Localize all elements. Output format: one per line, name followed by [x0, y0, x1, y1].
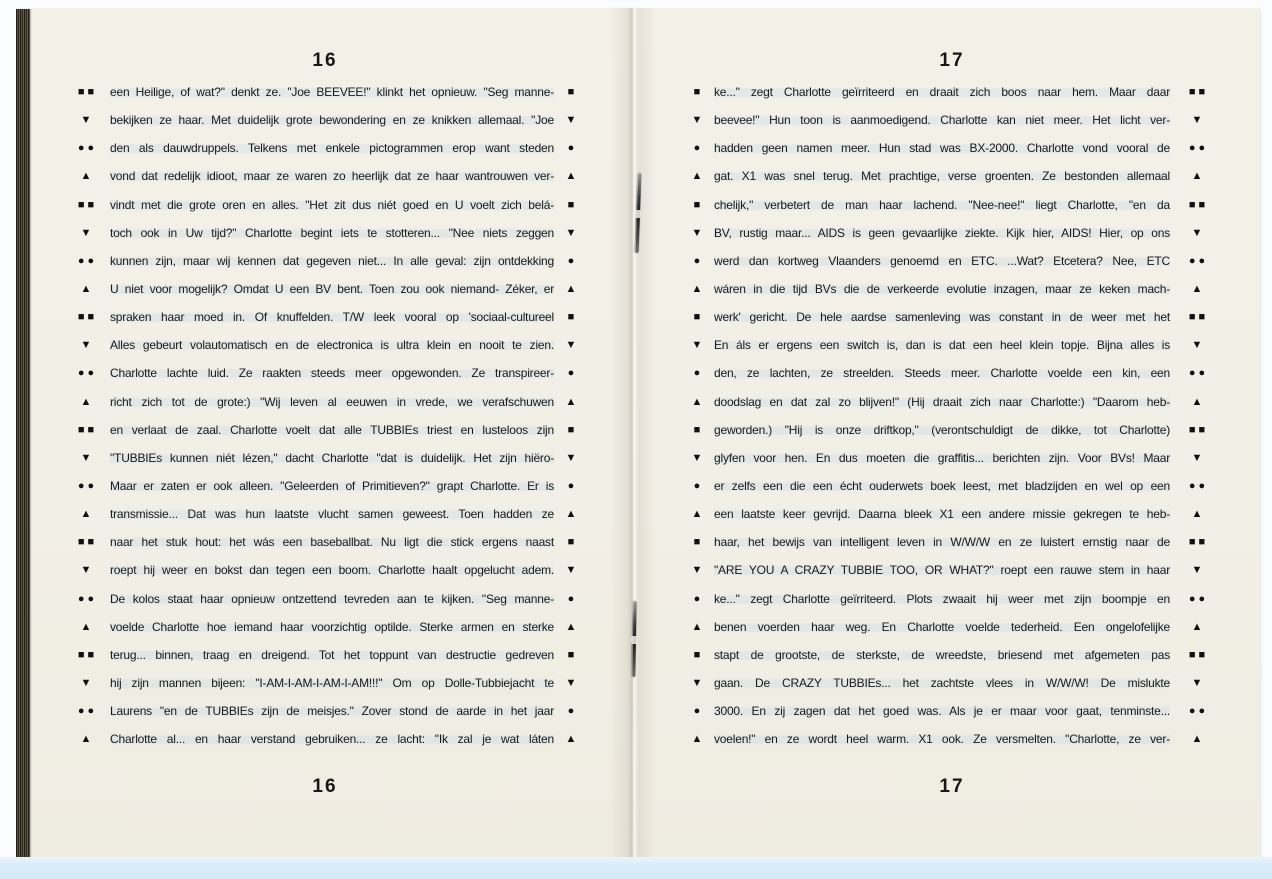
text-line-row [72, 275, 578, 303]
text-line: Charlotte al... en haar verstand gebruiken... ze lacht: "Ik zal je wat láten [110, 732, 554, 747]
triangle-down-icon: ▼ [80, 339, 95, 352]
text-line-row [690, 303, 1214, 331]
text-line-row [690, 697, 1214, 725]
triangle-up-icon: ▲ [691, 733, 703, 746]
text-line: ke..." zegt Charlotte geïrriteerd. Plots zwaait hij weer met zijn boompje en [714, 591, 1170, 606]
square-icon: ■ [693, 198, 701, 211]
triangle-up-icon: ▲ [565, 620, 577, 633]
square-icon: ■■ [1188, 536, 1209, 549]
triangle-up-icon: ▲ [1191, 508, 1206, 521]
circle-icon: ●● [77, 479, 98, 492]
square-icon: ■■ [77, 536, 98, 549]
triangle-up-icon: ▲ [80, 620, 95, 633]
square-icon: ■ [693, 311, 701, 324]
triangle-up-icon: ▲ [691, 395, 703, 408]
circle-icon: ●● [1188, 479, 1209, 492]
triangle-up-icon: ▲ [80, 395, 95, 408]
page-17-lines [690, 78, 1214, 753]
text-line: benen voerden haar weg. En Charlotte voelde tederheid. Een ongelofelijke [714, 619, 1170, 634]
text-line-row [72, 444, 578, 472]
triangle-up-icon: ▲ [1191, 282, 1206, 295]
text-line: er zelfs een die een écht ouderwets boek leest, met bladzijden en wel op een [714, 478, 1170, 493]
square-icon: ■■ [77, 423, 98, 436]
triangle-up-icon: ▲ [80, 170, 95, 183]
triangle-down-icon: ▼ [80, 226, 95, 239]
text-line: roept hij weer en bokst dan tegen een boom. Charlotte haalt opgelucht adem. [110, 563, 554, 578]
text-line: voelen!" en ze wordt heel warm. X1 ook. Ze versmelten. "Charlotte, ze ver- [714, 732, 1170, 747]
triangle-down-icon: ▼ [80, 114, 95, 127]
triangle-down-icon: ▼ [80, 676, 95, 689]
text-line-row [72, 247, 578, 275]
text-line: vond dat redelijk idioot, maar ze waren zo heerlijk dat ze haar wantrouwen ver- [110, 169, 554, 184]
text-line: een Heilige, of wat?" denkt ze. "Joe BEEVEE!" klinkt het opnieuw. "Seg manne- [110, 85, 554, 99]
text-line: den, ze lachten, ze streelden. Steeds meer. Charlotte voelde een kin, een [714, 366, 1170, 381]
text-line: gaan. De CRAZY TUBBIEs... het zachtste vlees in W/W/W! De mislukte [714, 675, 1170, 690]
circle-icon: ● [693, 142, 701, 155]
square-icon: ■■ [1188, 648, 1209, 661]
text-line-row [690, 78, 1214, 106]
triangle-up-icon: ▲ [565, 733, 577, 746]
square-icon: ■ [567, 311, 575, 324]
text-line: Maar er zaten er ook alleen. "Geleerden of Primitieven?" grapt Charlotte. Er is [110, 478, 554, 493]
page-number-header: 17 [939, 50, 965, 71]
text-line: geworden.) "Hij is onze driftkop," (verontschuldigt de dikke, tot Charlotte) [714, 422, 1170, 437]
triangle-up-icon: ▲ [1191, 395, 1206, 408]
text-line: hadden geen namen meer. Hun stad was BX-2000. Charlotte vond vooral de [714, 141, 1170, 156]
text-line: den als dauwdruppels. Telkens met enkele pictogrammen erop want steden [110, 141, 554, 156]
text-line-row [690, 162, 1214, 190]
text-line-row [72, 359, 578, 387]
triangle-down-icon: ▼ [565, 226, 577, 239]
text-line: een laatste keer gevrijd. Daarna bleek X1 een andere missie gekregen te heb- [714, 507, 1170, 522]
square-icon: ■■ [77, 311, 98, 324]
circle-icon: ●● [77, 592, 98, 605]
square-icon: ■ [693, 648, 701, 661]
text-line: De kolos staat haar opnieuw ontzettend tevreden aan te kijken. "Seg manne- [110, 591, 554, 606]
circle-icon: ● [567, 367, 575, 380]
text-line-row [690, 134, 1214, 162]
triangle-up-icon: ▲ [565, 508, 577, 521]
text-line-row [690, 191, 1214, 219]
circle-icon: ●● [77, 705, 98, 718]
text-line: BV, rustig maar... AIDS is geen gevaarlijke ziekte. Kijk hier, AIDS! Hier, op ons [714, 225, 1170, 240]
text-line-row [72, 641, 578, 669]
circle-icon: ● [567, 142, 575, 155]
triangle-down-icon: ▼ [1191, 339, 1206, 352]
text-line: glyfen voor hen. En dus moeten die graffitis... berichten zijn. Voor BVs! Maar [714, 450, 1170, 465]
staple-glint [631, 636, 637, 644]
text-line-row [72, 106, 578, 134]
text-line: toch ook in Uw tijd?" Charlotte begint iets te stotteren... "Nee niets zeggen [110, 225, 554, 240]
text-line: "ARE YOU A CRAZY TUBBIE TOO, OR WHAT?" roept een rauwe stem in haar [714, 563, 1170, 578]
triangle-down-icon: ▼ [565, 451, 577, 464]
text-line: bekijken ze haar. Met duidelijk grote bewondering en ze knikken allemaal. "Joe [110, 113, 554, 128]
text-line: beevee!" Hun toon is aanmoedigend. Charlotte kan niet meer. Het licht ver- [714, 113, 1170, 128]
text-line: "TUBBIEs kunnen niét lézen," dacht Charlotte "dat is duidelijk. Het zijn hiëro- [110, 450, 554, 465]
center-fold [610, 8, 656, 858]
triangle-down-icon: ▼ [691, 564, 703, 577]
triangle-up-icon: ▲ [565, 170, 577, 183]
text-line-row [72, 191, 578, 219]
square-icon: ■■ [1188, 86, 1209, 98]
text-line-row [690, 275, 1214, 303]
triangle-up-icon: ▲ [691, 508, 703, 521]
circle-icon: ● [567, 479, 575, 492]
text-line-row [72, 331, 578, 359]
triangle-down-icon: ▼ [691, 226, 703, 239]
square-icon: ■■ [1188, 311, 1209, 324]
triangle-up-icon: ▲ [1191, 170, 1206, 183]
circle-icon: ●● [1188, 367, 1209, 380]
circle-icon: ●● [77, 254, 98, 267]
text-line: U niet voor mogelijk? Omdat U een BV bent. Toen zou ook niemand- Zéker, er [110, 281, 554, 296]
text-line-row [690, 247, 1214, 275]
text-line: gat. X1 was snel terug. Met prachtige, verse groenten. Ze bestonden allemaal [714, 169, 1170, 184]
circle-icon: ●● [77, 367, 98, 380]
text-line-row [690, 359, 1214, 387]
triangle-down-icon: ▼ [565, 339, 577, 352]
text-line-row [72, 697, 578, 725]
square-icon: ■ [567, 86, 575, 98]
text-line-row [72, 388, 578, 416]
page-16-lines [72, 78, 578, 753]
text-line-row [72, 472, 578, 500]
text-line-row [690, 106, 1214, 134]
circle-icon: ●● [1188, 705, 1209, 718]
square-icon: ■■ [77, 648, 98, 661]
text-line: naar het stuk hout: het wás een baseballbat. Nu ligt die stick ergens naast [110, 535, 554, 550]
page-17 [690, 0, 1214, 879]
text-line-row [690, 416, 1214, 444]
text-line-row [690, 472, 1214, 500]
text-line-row [72, 556, 578, 584]
circle-icon: ●● [1188, 142, 1209, 155]
circle-icon: ● [693, 254, 701, 267]
text-line-row [72, 613, 578, 641]
text-line: kunnen zijn, maar wij kennen dat gegeven niet... In alle geval: zijn ontdekking [110, 253, 554, 268]
triangle-down-icon: ▼ [691, 339, 703, 352]
circle-icon: ●● [77, 142, 98, 155]
circle-icon: ● [567, 254, 575, 267]
triangle-down-icon: ▼ [691, 676, 703, 689]
text-line-row [690, 331, 1214, 359]
triangle-up-icon: ▲ [1191, 620, 1206, 633]
text-line-row [690, 219, 1214, 247]
text-line-row [690, 613, 1214, 641]
triangle-down-icon: ▼ [1191, 564, 1206, 577]
triangle-down-icon: ▼ [80, 451, 95, 464]
text-line-row [72, 416, 578, 444]
text-line: stapt de grootste, de sterkste, de wreedste, briesend met afgemeten pas [714, 647, 1170, 662]
staple-glint [635, 210, 641, 218]
text-line-row [690, 500, 1214, 528]
text-line: en verlaat de zaal. Charlotte voelt dat alle TUBBIEs triest en lusteloos zijn [110, 422, 554, 437]
triangle-down-icon: ▼ [691, 114, 703, 127]
text-line: werd dan kortweg Vlaanders genoemd en ETC. ...Wat? Etcetera? Nee, ETC [714, 253, 1170, 268]
text-line-row [72, 725, 578, 753]
page-number-footer: 17 [939, 776, 965, 797]
page-stack-edge [16, 9, 30, 858]
text-line-row [72, 303, 578, 331]
triangle-down-icon: ▼ [565, 676, 577, 689]
square-icon: ■■ [77, 198, 98, 211]
square-icon: ■ [567, 536, 575, 549]
text-line: 3000. En zij zagen dat het goed was. Als je er maar voor gaat, tenminste... [714, 704, 1170, 719]
square-icon: ■■ [77, 86, 98, 98]
text-line: terug... binnen, traag en dreigend. Tot het toppunt van destructie gedreven [110, 647, 554, 662]
text-line: voelde Charlotte hoe iemand haar voorzichtig optilde. Sterke armen en sterke [110, 619, 554, 634]
text-line: chelijk," verbetert de man haar lachend. "Nee-nee!" liegt Charlotte, "en da [714, 197, 1170, 212]
page-number-header: 16 [312, 50, 338, 71]
text-line-row [72, 585, 578, 613]
text-line-row [690, 641, 1214, 669]
text-line-row [690, 528, 1214, 556]
triangle-down-icon: ▼ [565, 564, 577, 577]
text-line-row [690, 585, 1214, 613]
text-line: Alles gebeurt volautomatisch en de electronica is ultra klein en nooit te zien. [110, 338, 554, 353]
square-icon: ■ [567, 198, 575, 211]
text-line-row [72, 500, 578, 528]
text-line-row [690, 669, 1214, 697]
triangle-down-icon: ▼ [1191, 676, 1206, 689]
square-icon: ■ [567, 648, 575, 661]
text-line: Charlotte lachte luid. Ze raakten steeds meer opgewonden. Ze transpireer- [110, 366, 554, 381]
text-line: Laurens "en de TUBBIEs zijn de meisjes." Zover stond de aarde in het jaar [110, 704, 554, 719]
triangle-down-icon: ▼ [80, 564, 95, 577]
text-line: haar, het bewijs van intelligent leven in W/W/W en ze luistert ernstig naar de [714, 535, 1170, 550]
text-line: doodslag en dat zal zo blijven!" (Hij draait zich naar Charlotte:) "Daarom heb- [714, 394, 1170, 409]
text-line-row [72, 134, 578, 162]
circle-icon: ● [567, 705, 575, 718]
text-line: ke..." zegt Charlotte geïrriteerd en draait zich boos naar hem. Maar daar [714, 85, 1170, 99]
triangle-up-icon: ▲ [80, 733, 95, 746]
text-line: En áls er ergens een switch is, dan is dat een heel klein topje. Bijna alles is [714, 338, 1170, 353]
text-line: richt zich tot de grote:) "Wij leven al eeuwen in vrede, we verafschuwen [110, 394, 554, 409]
triangle-up-icon: ▲ [691, 170, 703, 183]
triangle-up-icon: ▲ [691, 282, 703, 295]
circle-icon: ●● [1188, 592, 1209, 605]
text-line-row [72, 669, 578, 697]
circle-icon: ● [693, 705, 701, 718]
circle-icon: ●● [1188, 254, 1209, 267]
triangle-down-icon: ▼ [1191, 114, 1206, 127]
circle-icon: ● [567, 592, 575, 605]
square-icon: ■ [693, 536, 701, 549]
text-line: vindt met die grote oren en alles. "Het zit dus niét goed en U voelt zich belá- [110, 197, 554, 212]
triangle-up-icon: ▲ [691, 620, 703, 633]
page-16 [72, 0, 578, 879]
triangle-up-icon: ▲ [80, 508, 95, 521]
text-line: spraken haar moed in. Of knuffelden. T/W leek vooral op 'sociaal-cultureel [110, 310, 554, 325]
text-line: werk' gericht. De hele aardse samenleving was constant in de weer met het [714, 310, 1170, 325]
triangle-down-icon: ▼ [691, 451, 703, 464]
triangle-up-icon: ▲ [1191, 733, 1206, 746]
text-line-row [690, 388, 1214, 416]
text-line-row [690, 556, 1214, 584]
square-icon: ■ [693, 423, 701, 436]
circle-icon: ● [693, 479, 701, 492]
circle-icon: ● [693, 592, 701, 605]
text-line-row [72, 219, 578, 247]
page-number-footer: 16 [312, 776, 338, 797]
text-line: wáren in die tijd BVs die de verkeerde evolutie inzagen, maar ze keken mach- [714, 281, 1170, 296]
text-line-row [690, 444, 1214, 472]
triangle-down-icon: ▼ [1191, 451, 1206, 464]
text-line: transmissie... Dat was hun laatste vlucht samen geweest. Toen hadden ze [110, 507, 554, 522]
triangle-up-icon: ▲ [80, 282, 95, 295]
text-line-row [72, 528, 578, 556]
circle-icon: ● [693, 367, 701, 380]
text-line: hij zijn mannen bijeen: "I-AM-I-AM-I-AM-I-AM!!!" Om op Dolle-Tubbiejacht te [110, 675, 554, 690]
triangle-down-icon: ▼ [565, 114, 577, 127]
square-icon: ■ [693, 86, 701, 98]
triangle-up-icon: ▲ [565, 282, 577, 295]
triangle-up-icon: ▲ [565, 395, 577, 408]
text-line-row [690, 725, 1214, 753]
triangle-down-icon: ▼ [1191, 226, 1206, 239]
text-line-row [72, 78, 578, 106]
square-icon: ■ [567, 423, 575, 436]
square-icon: ■■ [1188, 423, 1209, 436]
text-line-row [72, 162, 578, 190]
square-icon: ■■ [1188, 198, 1209, 211]
